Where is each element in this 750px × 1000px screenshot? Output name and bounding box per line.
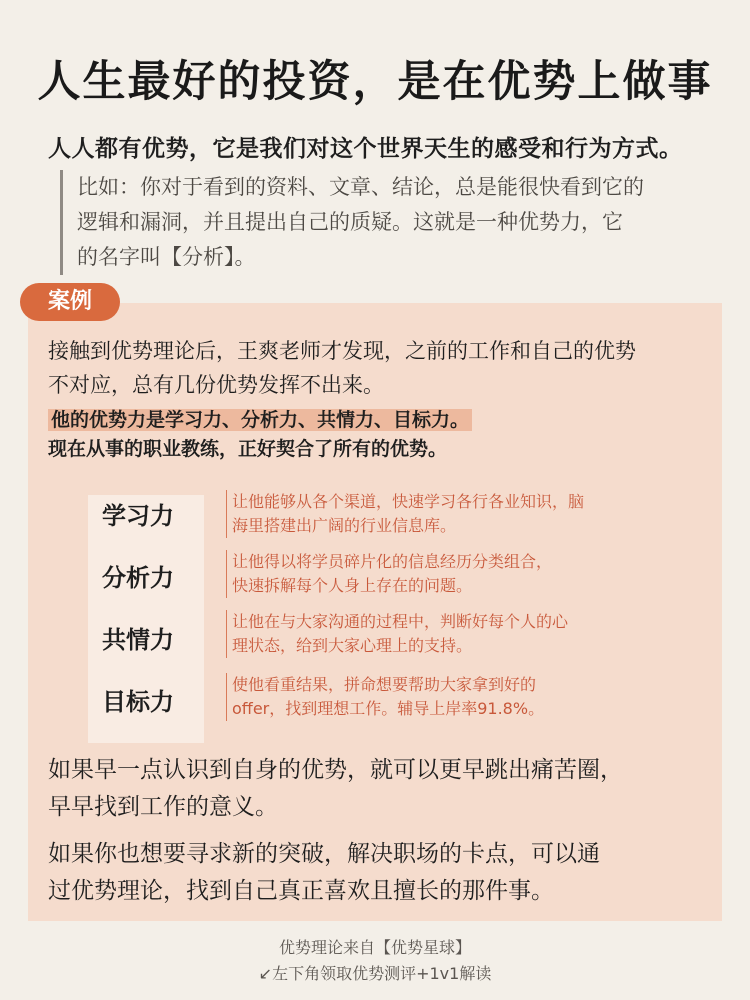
story-line: 不对应，总有几份优势发挥不出来。 xyxy=(48,373,384,397)
story-line: 接触到优势理论后，王爽老师才发现，之前的工作和自己的优势 xyxy=(48,339,636,363)
case-story xyxy=(48,334,708,402)
intro-text: 人人都有优势，它是我们对这个世界天生的感受和行为方式。 xyxy=(48,136,683,162)
strength-desc-line: 让他能够从各个渠道，快速学习各行各业知识，脑 xyxy=(232,492,585,511)
footer-source: 优势理论来自【优势星球】 xyxy=(278,938,471,957)
closing-paragraph-2 xyxy=(48,836,718,910)
strength-name: 目标力 xyxy=(102,688,174,716)
strength-desc xyxy=(226,610,696,658)
paragraph-line: 早早找到工作的意义。 xyxy=(48,794,278,820)
quote-line: 逻辑和漏洞，并且提出自己的质疑。这就是一种优势力，它 xyxy=(77,210,623,234)
strength-name: 共情力 xyxy=(102,626,174,654)
case-tag: 案例 xyxy=(20,283,120,321)
strength-desc-line: 让他得以将学员碎片化的信息经历分类组合， xyxy=(232,552,553,571)
strength-desc xyxy=(226,490,696,538)
page-title: 人生最好的投资，是在优势上做事 xyxy=(37,57,713,107)
highlight-line: 现在从事的职业教练，正好契合了所有的优势。 xyxy=(48,438,448,460)
highlight-line: 他的优势力是学习力、分析力、共情力、目标力。 xyxy=(48,409,472,431)
quote-line: 比如：你对于看到的资料、文章、结论，总是能很快看到它的 xyxy=(77,175,644,199)
strength-desc-line: 理状态，给到大家心理上的支持。 xyxy=(232,636,473,655)
strength-desc-line: 让他在与大家沟通的过程中，判断好每个人的心 xyxy=(232,612,569,631)
closing-paragraph-1 xyxy=(48,752,718,826)
paragraph-line: 如果你也想要寻求新的突破，解决职场的卡点，可以通 xyxy=(48,841,600,867)
strength-desc xyxy=(226,673,696,721)
strengths-highlight xyxy=(48,406,708,464)
footer-cta[interactable]: ↙左下角领取优势测评+1v1解读 xyxy=(258,964,492,983)
paragraph-line: 如果早一点认识到自身的优势，就可以更早跳出痛苦圈， xyxy=(48,757,623,783)
paragraph-line: 过优势理论，找到自己真正喜欢且擅长的那件事。 xyxy=(48,878,554,904)
example-quote xyxy=(60,170,690,275)
strength-desc-line: 海里搭建出广阔的行业信息库。 xyxy=(232,516,457,535)
strength-desc-line: offer，找到理想工作。辅导上岸率91.8%。 xyxy=(232,699,545,718)
strength-desc-line: 快速拆解每个人身上存在的问题。 xyxy=(232,576,473,595)
strength-name: 学习力 xyxy=(102,502,174,530)
quote-line: 的名字叫【分析】。 xyxy=(77,245,256,269)
strength-name: 分析力 xyxy=(102,564,174,592)
strength-desc-line: 使他看重结果，拼命想要帮助大家拿到好的 xyxy=(232,675,537,694)
strength-desc xyxy=(226,550,696,598)
